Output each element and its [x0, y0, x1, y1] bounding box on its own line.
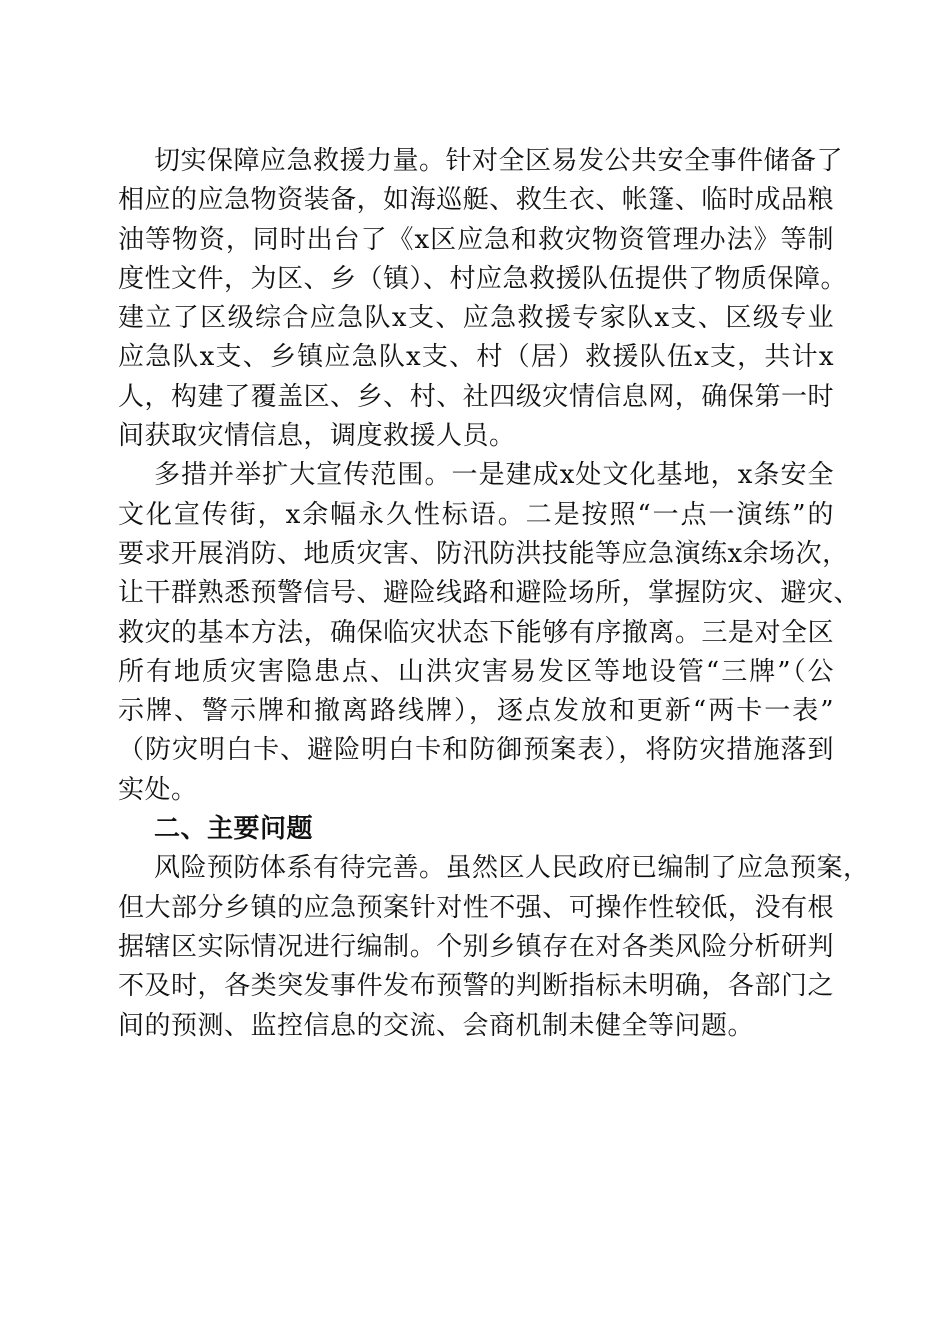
paragraph-line: 度性文件，为区、乡（镇）、村应急救援队伍提供了物质保障。: [118, 263, 848, 294]
paragraph-line: 多措并举扩大宣传范围。一是建成x处文化基地，x条安全: [154, 460, 834, 491]
paragraph-line: 文化宣传街，x余幅永久性标语。二是按照“一点一演练”的: [118, 499, 834, 530]
paragraph-line: 实处。: [118, 774, 198, 805]
paragraph-line: 但大部分乡镇的应急预案针对性不强、可操作性较低，没有根: [118, 892, 834, 923]
paragraph-line: 风险预防体系有待完善。虽然区人民政府已编制了应急预案，: [154, 853, 870, 884]
section-heading: 二、主要问题: [154, 814, 314, 845]
paragraph-line: 不及时，各类突发事件发布预警的判断指标未明确，各部门之: [118, 971, 834, 1002]
paragraph-line: 油等物资，同时出台了《x区应急和救灾物资管理办法》等制: [118, 224, 834, 255]
paragraph-line: 应急队x支、乡镇应急队x支、村（居）救援队伍x支，共计x: [118, 342, 834, 373]
paragraph-line: 间的预测、监控信息的交流、会商机制未健全等问题。: [118, 1010, 755, 1041]
paragraph-line: 人，构建了覆盖区、乡、村、社四级灾情信息网，确保第一时: [118, 381, 834, 412]
paragraph-line: 要求开展消防、地质灾害、防汛防洪技能等应急演练x余场次，: [118, 538, 849, 569]
paragraph-line: 所有地质灾害隐患点、山洪灾害易发区等地设管“三牌”（公: [118, 656, 834, 687]
paragraph-line: 救灾的基本方法，确保临灾状态下能够有序撤离。三是对全区: [118, 617, 834, 648]
paragraph-publicity: [118, 456, 861, 810]
paragraph-emergency-rescue: [118, 142, 848, 456]
paragraph-line: 切实保障应急救援力量。针对全区易发公共安全事件储备了: [154, 146, 844, 176]
paragraph-line: 间获取灾情信息，调度救援人员。: [118, 421, 516, 452]
paragraph-line: （防灾明白卡、避险明白卡和防御预案表），将防灾措施落到: [118, 735, 834, 766]
document-body: [118, 142, 870, 1046]
paragraph-line: 据辖区实际情况进行编制。个别乡镇存在对各类风险分析研判: [118, 931, 834, 962]
paragraph-risk-prevention: [118, 849, 870, 1045]
paragraph-line: 建立了区级综合应急队x支、应急救援专家队x支、区级专业: [118, 303, 834, 334]
paragraph-line: 示牌、警示牌和撤离路线牌），逐点发放和更新“两卡一表”: [118, 696, 834, 727]
paragraph-line: 让干群熟悉预警信号、避险线路和避险场所，掌握防灾、避灾、: [118, 578, 861, 609]
paragraph-line: 相应的应急物资装备，如海巡艇、救生衣、帐篷、临时成品粮: [118, 185, 834, 216]
